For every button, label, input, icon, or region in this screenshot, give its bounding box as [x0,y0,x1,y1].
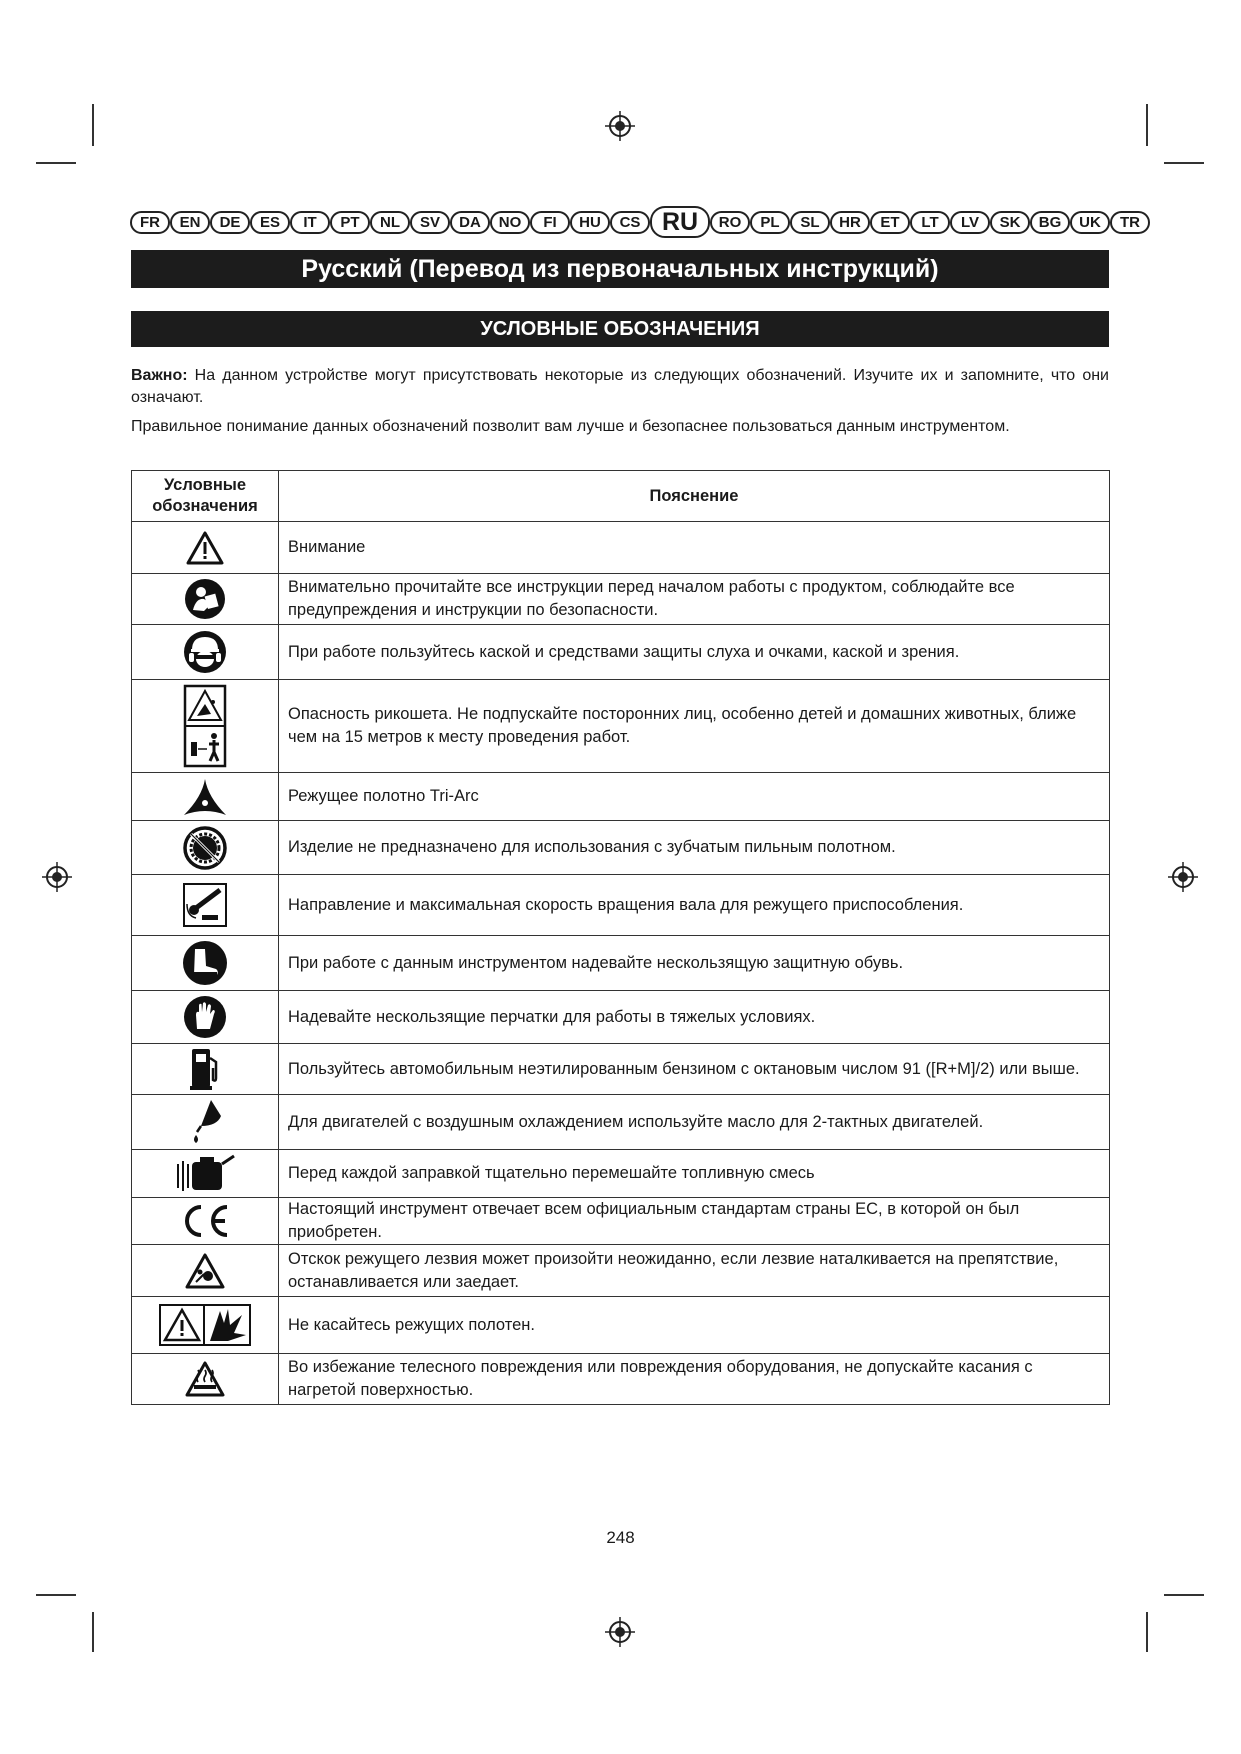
language-cs[interactable]: CS [610,211,650,234]
do-not-touch-blades-icon [132,1297,279,1354]
language-sl[interactable]: SL [790,211,830,234]
symbol-explanation: Перед каждой заправкой тщательно перемешайте топливную смесь [279,1150,1110,1198]
symbol-explanation: Отскок режущего лезвия может произойти неожиданно, если лезвие наталкивается на препятствие, останавливается или заедает. [279,1245,1110,1297]
table-row [132,574,1110,625]
fuel-pump-icon [132,1044,279,1095]
language-da[interactable]: DA [450,211,490,234]
crop-mark [92,104,94,146]
blade-thrust-icon [132,1245,279,1297]
symbol-explanation: Надевайте нескользящие перчатки для работы в тяжелых условиях. [279,991,1110,1044]
table-row [132,625,1110,680]
table-row [132,1198,1110,1245]
symbol-explanation: При работе пользуйтесь каской и средствами защиты слуха и очками, каской и зрения. [279,625,1110,680]
language-en[interactable]: EN [170,211,210,234]
registration-mark-icon [42,862,72,892]
symbol-explanation: Для двигателей с воздушным охлаждением используйте масло для 2-тактных двигателей. [279,1095,1110,1150]
intro-important [131,365,1109,409]
symbol-explanation: Внимание [279,522,1110,574]
table-row [132,991,1110,1044]
language-lv[interactable]: LV [950,211,990,234]
ce-mark-icon [132,1198,279,1245]
crop-mark [36,1594,76,1596]
language-bg[interactable]: BG [1030,211,1070,234]
important-text: На данном устройстве могут присутствовать некоторые из следующих обозначений. Изучите их и запомните, что они означают. [131,367,1109,406]
language-no[interactable]: NO [490,211,530,234]
section-title: УСЛОВНЫЕ ОБОЗНАЧЕНИЯ [131,311,1109,347]
table-row [132,1150,1110,1198]
language-fi[interactable]: FI [530,211,570,234]
language-sk[interactable]: SK [990,211,1030,234]
language-it[interactable]: IT [290,211,330,234]
important-label: Важно: [131,367,188,384]
tri-arc-blade-icon [132,773,279,821]
symbol-explanation: Опасность рикошета. Не подпускайте посторонних лиц, особенно детей и домашних животных, ближе чем на 15 метров к месту проведения работ. [279,680,1110,773]
crop-mark [36,162,76,164]
symbol-explanation: Направление и максимальная скорость вращения вала для режущего приспособления. [279,875,1110,936]
language-de[interactable]: DE [210,211,250,234]
table-row [132,936,1110,991]
header-explanation: Пояснение [279,471,1110,522]
language-hr[interactable]: HR [830,211,870,234]
table-row [132,875,1110,936]
language-uk[interactable]: UK [1070,211,1110,234]
safety-boots-icon [132,936,279,991]
table-row [132,773,1110,821]
header-symbols: Условные обозначения [132,471,279,522]
read-manual-icon [132,574,279,625]
oil-drop-icon [132,1095,279,1150]
symbol-explanation: Изделие не предназначено для использования с зубчатым пильным полотном. [279,821,1110,875]
page-title: Русский (Перевод из первоначальных инструкций) [131,250,1109,288]
table-row [132,522,1110,574]
language-fr[interactable]: FR [130,211,170,234]
language-hu[interactable]: HU [570,211,610,234]
table-row [132,821,1110,875]
language-nl[interactable]: NL [370,211,410,234]
registration-mark-icon [605,1617,635,1647]
intro-second: Правильное понимание данных обозначений позволит вам лучше и безопаснее пользоваться данным инструментом. [131,418,1010,435]
language-ro[interactable]: RO [710,211,750,234]
symbol-explanation: Не касайтесь режущих полотен. [279,1297,1110,1354]
symbol-explanation: Режущее полотно Tri-Arc [279,773,1110,821]
ricochet-15m-distance-icon [132,680,279,773]
no-saw-blade-icon [132,821,279,875]
language-pl[interactable]: PL [750,211,790,234]
rotation-speed-icon [132,875,279,936]
crop-mark [1146,1612,1148,1652]
language-pt[interactable]: PT [330,211,370,234]
registration-mark-icon [605,111,635,141]
page-number: 248 [606,1528,635,1547]
crop-mark [92,1612,94,1652]
fuel-can-mix-icon [132,1150,279,1198]
table-row [132,1095,1110,1150]
warning-triangle-icon [132,522,279,574]
language-ru[interactable]: RU [650,206,710,238]
symbol-explanation: При работе с данным инструментом надевайте нескользящую защитную обувь. [279,936,1110,991]
registration-mark-icon [1168,862,1198,892]
gloves-icon [132,991,279,1044]
helmet-ear-eye-protection-icon [132,625,279,680]
table-row [132,1354,1110,1405]
symbol-explanation: Настоящий инструмент отвечает всем официальным стандартам страны ЕС, в которой он был приобретен. [279,1198,1110,1245]
crop-mark [1164,162,1204,164]
crop-mark [1146,104,1148,146]
language-lt[interactable]: LT [910,211,950,234]
table-row [132,680,1110,773]
table-row [132,1044,1110,1095]
crop-mark [1164,1594,1204,1596]
table-row [132,1297,1110,1354]
language-bar [130,204,1140,240]
symbol-explanation: Внимательно прочитайте все инструкции перед началом работы с продуктом, соблюдайте все предупреждения и инструкции по безопасности. [279,574,1110,625]
hot-surface-icon [132,1354,279,1405]
language-tr[interactable]: TR [1110,211,1150,234]
symbol-explanation: Во избежание телесного повреждения или повреждения оборудования, не допускайте касания с нагретой поверхностью. [279,1354,1110,1405]
language-et[interactable]: ET [870,211,910,234]
table-row [132,1245,1110,1297]
symbol-explanation: Пользуйтесь автомобильным неэтилированным бензином с октановым числом 91 ([R+M]/2) или выше. [279,1044,1110,1095]
language-sv[interactable]: SV [410,211,450,234]
symbols-table [131,470,1110,1405]
language-es[interactable]: ES [250,211,290,234]
